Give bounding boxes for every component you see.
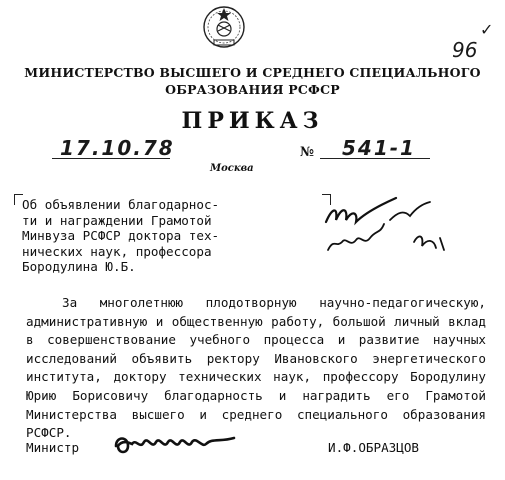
order-date: 17.10.78 (60, 136, 175, 160)
handwritten-resolution-icon (318, 190, 458, 270)
date-underline (52, 158, 170, 159)
coat-of-arms-icon (200, 2, 248, 50)
subject-line: Минвуза РСФСР доктора тех- (22, 228, 220, 243)
subject-line: ти и награждении Грамотой (22, 212, 212, 228)
number-sign: № (300, 145, 315, 160)
city-label: Москва (210, 163, 254, 174)
ministry-name-line1: МИНИСТЕРСТВО ВЫСШЕГО И СРЕДНЕГО СПЕЦИАЛЬНОГО (24, 65, 481, 80)
margin-mark: 96 (452, 38, 478, 62)
signer-title: Министр (26, 440, 80, 455)
subject-line: Бородулина Ю.Б. (22, 259, 136, 274)
number-underline (320, 158, 430, 159)
document-title: ПРИКАЗ (181, 108, 324, 134)
subject-line: Об объявлении благодарнос- (22, 197, 220, 212)
handwritten-signature-icon (110, 426, 240, 460)
order-body-text: За многолетнюю плодотворную научно-педагогическую, административную и общественную работу, большой личный вклад в совершенствование учебного процесса и развитие научных исследований объявить ректору Ивановского энергетического института, доктору технических наук, профессору Бородулину Юрию Борисовичу благодарность и наградить его Грамотой Министерства высшего и среднего специального образования РСФСР. (26, 295, 486, 441)
order-number: 541-1 (342, 136, 416, 160)
signer-name: И.Ф.ОБРАЗЦОВ (328, 440, 419, 455)
subject-line: нических наук, профессора (22, 243, 212, 259)
check-mark-icon: ✓ (480, 20, 494, 39)
order-subject (22, 197, 322, 275)
ministry-name-line2: ОБРАЗОВАНИЯ РСФСР (165, 82, 340, 97)
